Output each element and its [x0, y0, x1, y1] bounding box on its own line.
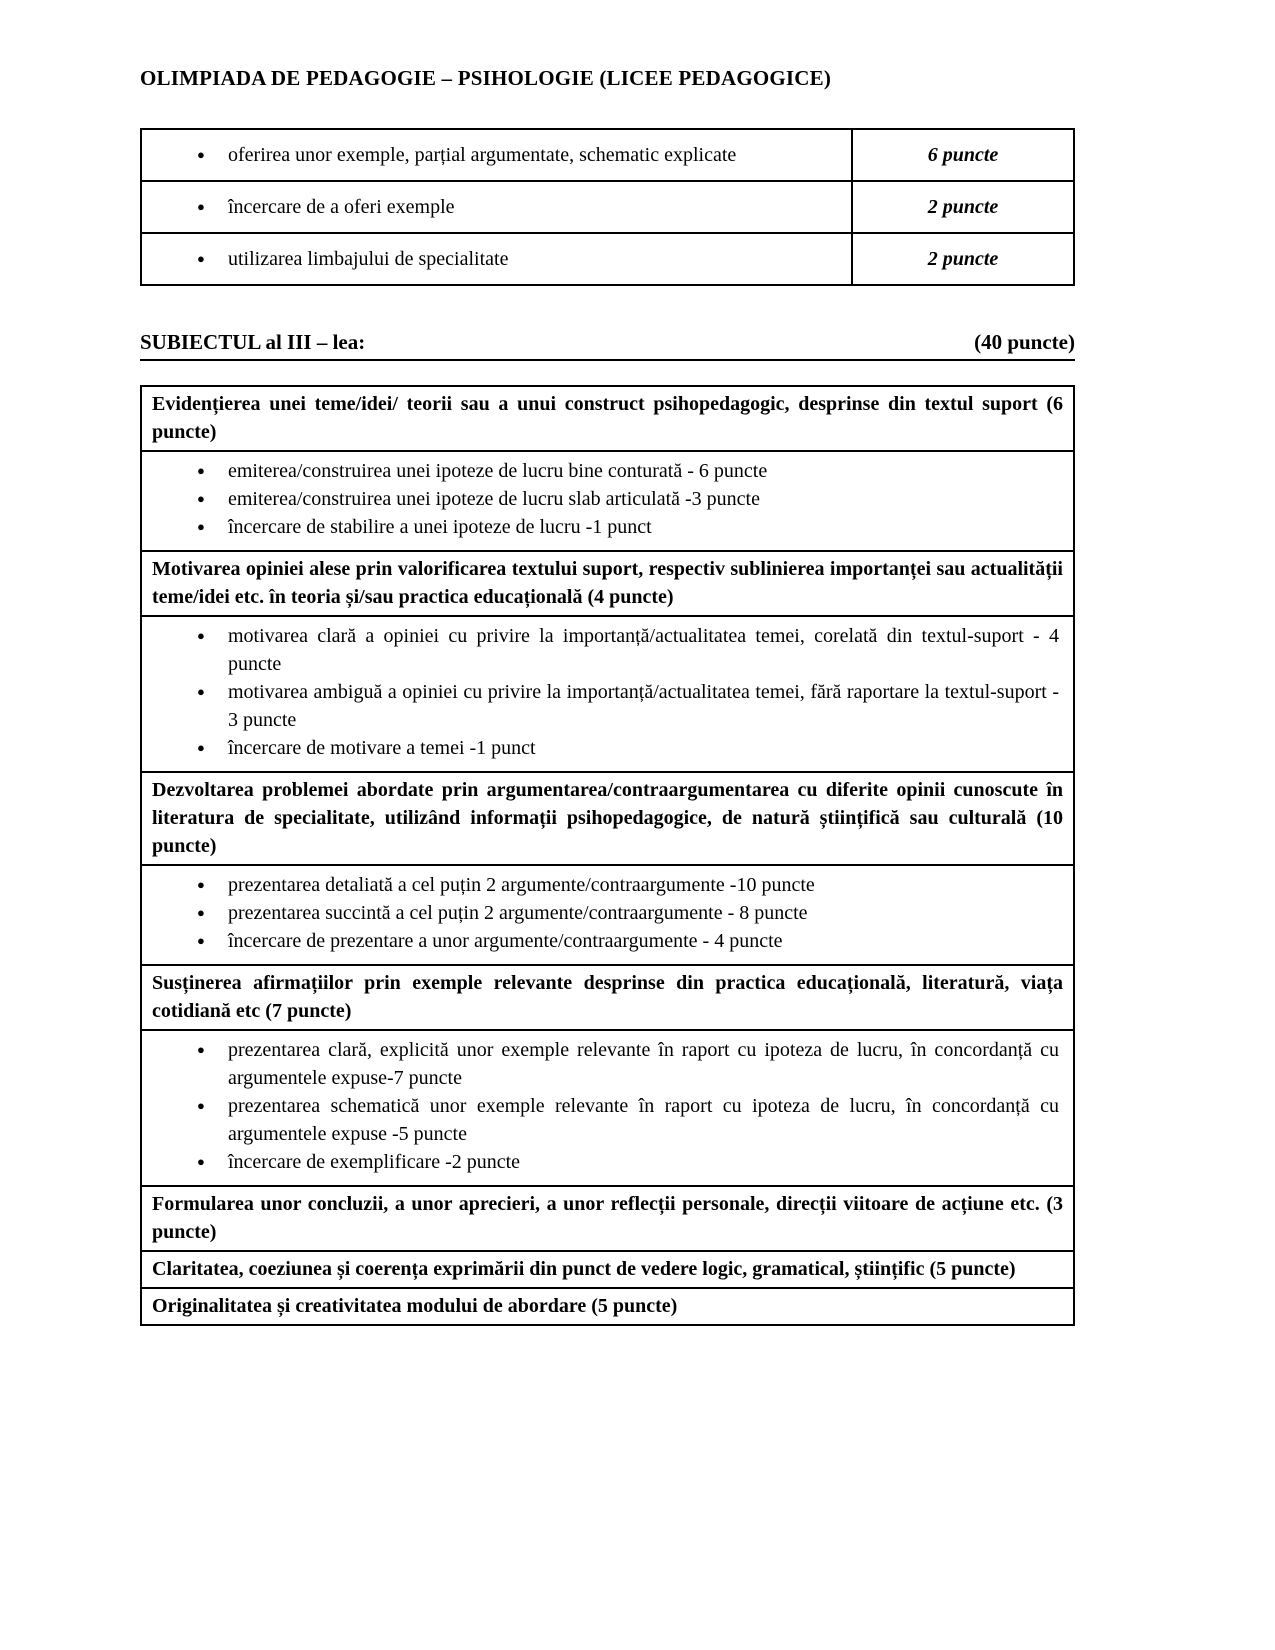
rubric-table	[140, 385, 1075, 1326]
rubric-bullet-item	[142, 513, 1059, 541]
rubric-section-header: Motivarea opiniei alese prin valorificarea textului suport, respectiv sublinierea importanței sau actualității teme/idei etc. în teoria și/sau practica educațională (4 puncte)	[141, 551, 1074, 616]
rubric-bullet-text: motivarea ambiguă a opiniei cu privire la importanță/actualitatea temei, fără raportare la textul-suport - 3 puncte	[228, 681, 1059, 731]
bullet-icon: ●	[197, 463, 205, 478]
subject-heading	[140, 328, 1075, 361]
subject-label: SUBIECTUL al III – lea:	[140, 330, 366, 354]
rubric-bullet-text: prezentarea succintă a cel puțin 2 argumente/contraargumente - 8 puncte	[228, 902, 808, 924]
rubric-section-header-row	[141, 1186, 1074, 1251]
rubric-bullet-text: prezentarea schematică unor exemple relevante în raport cu ipoteza de lucru, în concordanță cu argumentele expuse -5 puncte	[228, 1095, 1059, 1145]
bullet-icon: ●	[197, 740, 205, 755]
bullet-icon: ●	[197, 1154, 205, 1169]
points-value: 6 puncte	[852, 129, 1074, 181]
bullet-icon: ●	[197, 251, 205, 266]
rubric-section-header-row	[141, 551, 1074, 616]
rubric-bullet-item	[142, 622, 1059, 678]
rubric-bullet-item	[142, 871, 1059, 899]
document-title: OLIMPIADA DE PEDAGOGIE – PSIHOLOGIE (LICEE PEDAGOGICE)	[140, 66, 832, 90]
rubric-bullet-item	[142, 927, 1059, 955]
bullet-icon: ●	[197, 628, 205, 643]
rubric-section-header-row	[141, 772, 1074, 865]
rubric-section-header: Dezvoltarea problemei abordate prin argumentarea/contraargumentarea cu diferite opinii cunoscute în literatura de specialitate, utilizând informații psihopedagogice, de natură științifică sau culturală (10 puncte)	[141, 772, 1074, 865]
bullet-icon: ●	[197, 199, 205, 214]
rubric-bullet-text: încercare de motivare a temei -1 punct	[228, 737, 536, 759]
rubric-section-header-row	[141, 1288, 1074, 1325]
rubric-bullet-text: încercare de prezentare a unor argumente/contraargumente - 4 puncte	[228, 930, 783, 952]
bullet-icon: ●	[197, 933, 205, 948]
rubric-bullet-text: încercare de exemplificare -2 puncte	[228, 1151, 521, 1173]
criterion-text: încercare de a oferi exemple	[228, 196, 455, 218]
rubric-bullet-item	[142, 1148, 1059, 1176]
rubric-bullet-text: emiterea/construirea unei ipoteze de lucru bine conturată - 6 puncte	[228, 460, 768, 482]
rubric-bullet-item	[142, 457, 1059, 485]
points-table	[140, 128, 1075, 286]
subject-points: (40 puncte)	[974, 330, 1075, 354]
bullet-icon: ●	[197, 519, 205, 534]
rubric-section-header-row	[141, 1251, 1074, 1288]
bullet-icon: ●	[197, 491, 205, 506]
rubric-bullet-text: emiterea/construirea unei ipoteze de lucru slab articulată -3 puncte	[228, 488, 760, 510]
rubric-bullets-row	[141, 865, 1074, 965]
rubric-section-header: Susținerea afirmațiilor prin exemple relevante desprinse din practica educațională, literatură, viața cotidiană etc (7 puncte)	[141, 965, 1074, 1030]
points-value: 2 puncte	[852, 181, 1074, 233]
criterion-text: oferirea unor exemple, parțial argumentate, schematic explicate	[228, 144, 737, 166]
rubric-section-header-row	[141, 386, 1074, 451]
rubric-bullet-item	[142, 1092, 1059, 1148]
rubric-section-header: Evidențierea unei teme/idei/ teorii sau a unui construct psihopedagogic, desprinse din textul suport (6 puncte)	[141, 386, 1074, 451]
criterion-cell	[141, 233, 852, 285]
points-table-row	[141, 129, 1074, 181]
rubric-bullet-item	[142, 678, 1059, 734]
rubric-bullets-cell	[141, 616, 1074, 772]
bullet-icon: ●	[197, 905, 205, 920]
bullet-icon: ●	[197, 877, 205, 892]
criterion-text: utilizarea limbajului de specialitate	[228, 248, 509, 270]
points-value: 2 puncte	[852, 233, 1074, 285]
points-table-row	[141, 181, 1074, 233]
points-table-body	[141, 129, 1074, 285]
criterion-item	[142, 245, 841, 273]
bullet-icon: ●	[197, 1042, 205, 1057]
criterion-item	[142, 141, 841, 169]
rubric-bullet-item	[142, 899, 1059, 927]
rubric-bullet-item	[142, 734, 1059, 762]
rubric-bullets-cell	[141, 451, 1074, 551]
rubric-bullets-row	[141, 451, 1074, 551]
rubric-bullet-item	[142, 1036, 1059, 1092]
rubric-bullets-cell	[141, 865, 1074, 965]
rubric-bullets-row	[141, 616, 1074, 772]
rubric-section-header: Claritatea, coeziunea și coerența exprimării din punct de vedere logic, gramatical, științific (5 puncte)	[141, 1251, 1074, 1288]
rubric-section-header: Originalitatea și creativitatea modului de abordare (5 puncte)	[141, 1288, 1074, 1325]
rubric-bullet-text: prezentarea detaliată a cel puțin 2 argumente/contraargumente -10 puncte	[228, 874, 815, 896]
rubric-bullet-text: motivarea clară a opiniei cu privire la importanță/actualitatea temei, corelată din textul-suport - 4 puncte	[228, 625, 1059, 675]
rubric-section-header: Formularea unor concluzii, a unor aprecieri, a unor reflecții personale, direcții viitoare de acțiune etc. (3 puncte)	[141, 1186, 1074, 1251]
rubric-bullets-cell	[141, 1030, 1074, 1186]
rubric-section-header-row	[141, 965, 1074, 1030]
criterion-cell	[141, 129, 852, 181]
rubric-bullets-row	[141, 1030, 1074, 1186]
rubric-bullet-item	[142, 485, 1059, 513]
rubric-bullet-text: prezentarea clară, explicită unor exemple relevante în raport cu ipoteza de lucru, în concordanță cu argumentele expuse-7 puncte	[228, 1039, 1059, 1089]
rubric-bullet-text: încercare de stabilire a unei ipoteze de lucru -1 punct	[228, 516, 652, 538]
rubric-table-body	[141, 386, 1074, 1325]
criterion-cell	[141, 181, 852, 233]
bullet-icon: ●	[197, 147, 205, 162]
points-table-row	[141, 233, 1074, 285]
bullet-icon: ●	[197, 684, 205, 699]
criterion-item	[142, 193, 841, 221]
bullet-icon: ●	[197, 1098, 205, 1113]
